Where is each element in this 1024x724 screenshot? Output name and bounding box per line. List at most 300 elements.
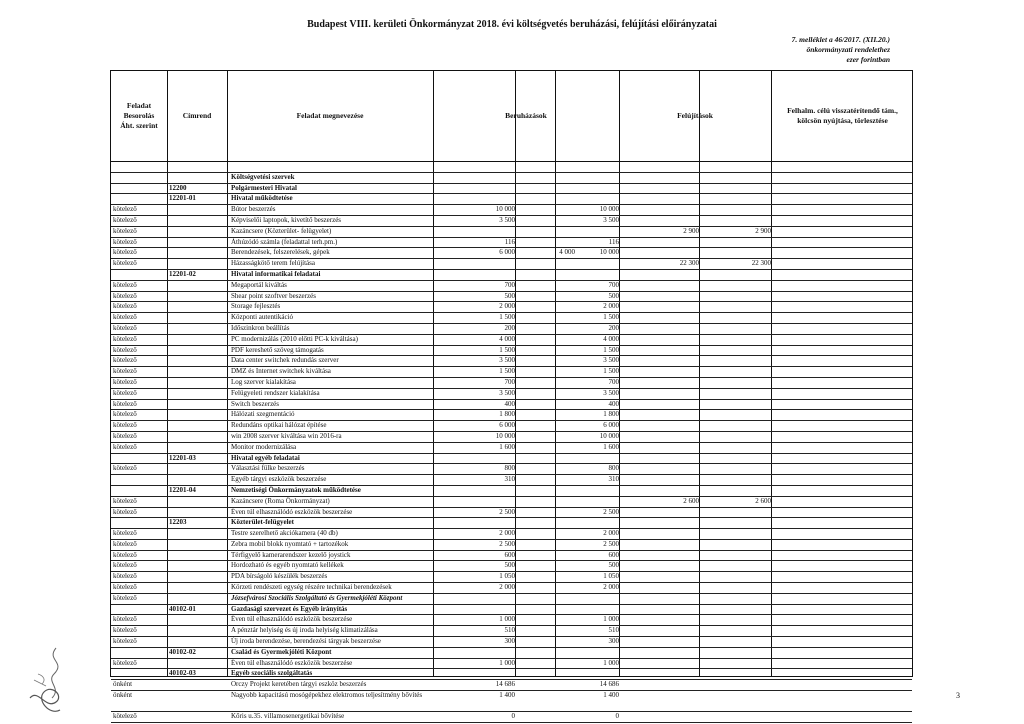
row-beruhazas-total: 500	[608, 561, 619, 570]
row-beruhazas-total	[555, 454, 619, 464]
row-beruhazas-total	[555, 486, 619, 496]
row-beruhazas-value: 6 000	[499, 248, 515, 257]
row-besorolas: kötelező	[113, 496, 137, 505]
row-cimrend	[169, 162, 225, 172]
row-beruhazas-value: 1 500	[499, 367, 515, 376]
row-beruhazas-value	[433, 486, 515, 496]
row-felujitas-total	[681, 324, 771, 334]
row-feladat-name: Körzeti rendészeti egység részére technikai berendezések	[231, 583, 392, 592]
annex-reference: 7. melléklet a 46/2017. (XII.20.)	[791, 35, 890, 44]
row-feladat-name: Nemzetiségi Önkormányzatok működtetése	[231, 485, 361, 494]
table-row	[111, 605, 912, 616]
header-felujitasok: Felújítások	[677, 111, 713, 120]
row-beruhazas-total: 10 000	[599, 248, 619, 257]
row-beruhazas-total	[555, 669, 619, 679]
row-besorolas	[113, 486, 165, 496]
row-beruhazas-total: 2 000	[603, 529, 619, 538]
row-beruhazas-value: 500	[504, 561, 515, 570]
table-row	[111, 216, 912, 227]
header-felhalm	[771, 71, 914, 161]
row-feladat-name: Kazáncsere (Közterület- felügyelet)	[231, 226, 332, 235]
row-felujitas-total	[681, 518, 771, 528]
row-felujitas-value: 22 300	[679, 259, 699, 268]
page-number: 3	[956, 691, 960, 700]
table-row	[111, 292, 912, 303]
row-beruhazas-total	[555, 184, 619, 194]
table-row	[111, 378, 912, 389]
row-beruhazas-value: 1 050	[499, 572, 515, 581]
row-felujitas-total	[681, 464, 771, 474]
row-cimrend	[169, 583, 225, 593]
table-row	[111, 637, 912, 648]
row-besorolas: kötelező	[113, 248, 137, 257]
row-beruhazas-value: 700	[504, 280, 515, 289]
header-line: Áht. szerint	[120, 121, 158, 130]
row-beruhazas-total: 3 500	[603, 215, 619, 224]
row-felujitas-total	[681, 356, 771, 366]
row-beruhazas-value	[433, 162, 515, 172]
row-besorolas	[113, 194, 165, 204]
row-feladat-name: Egyéb tárgyi eszközök beszerzése	[231, 475, 327, 484]
row-felujitas-total	[681, 659, 771, 669]
row-beruhazas-value	[433, 594, 515, 604]
row-beruhazas-total: 300	[608, 637, 619, 646]
row-cimrend: 12201-01	[169, 194, 196, 203]
row-besorolas: kötelező	[113, 658, 137, 667]
row-beruhazas-total: 0	[615, 712, 619, 721]
row-felujitas-value: 2 600	[683, 496, 699, 505]
row-beruhazas-value: 1 500	[499, 345, 515, 354]
row-feladat-name: Gazdasági szervezet és Egyéb irányítás	[231, 604, 348, 613]
unit-note: ezer forintban	[846, 55, 890, 64]
row-beruhazas-total: 14 686	[599, 680, 619, 689]
table-row	[111, 454, 912, 465]
row-cimrend	[169, 378, 225, 388]
row-felujitas-total	[681, 572, 771, 582]
row-beruhazas-value: 500	[504, 291, 515, 300]
row-felujitas-total	[681, 248, 771, 258]
table-row	[111, 432, 912, 443]
row-felujitas-total	[681, 162, 771, 172]
table-row	[111, 508, 912, 519]
row-beruhazas-total: 1 800	[603, 410, 619, 419]
row-feladat-name: Data center switchek redundás szerver	[231, 356, 339, 365]
row-beruhazas-total: 4 000	[603, 334, 619, 343]
row-besorolas: kötelező	[113, 345, 137, 354]
row-beruhazas-value: 2 500	[499, 539, 515, 548]
table-row	[111, 572, 912, 583]
row-besorolas	[113, 270, 165, 280]
row-beruhazas-value: 14 686	[495, 680, 515, 689]
row-besorolas: kötelező	[113, 313, 137, 322]
table-row	[111, 443, 912, 454]
row-besorolas: kötelező	[113, 507, 137, 516]
row-feladat-name: Éven túl elhasználódó eszközök beszerzése	[231, 658, 353, 667]
row-felujitas-total: 2 900	[755, 226, 771, 235]
table-row	[111, 540, 912, 551]
row-feladat-name: Nagyobb kapacitású mosógépekhez elektromos teljesítmény bővítés	[231, 691, 423, 700]
row-besorolas: kötelező	[113, 226, 137, 235]
row-besorolas	[113, 173, 165, 183]
row-cimrend	[169, 551, 225, 561]
row-felujitas-total	[681, 605, 771, 615]
row-besorolas: kötelező	[113, 712, 137, 721]
row-feladat-name: Log szerver kialakítása	[231, 377, 296, 386]
row-beruhazas-total: 600	[608, 550, 619, 559]
row-feladat-name: PC modernizálás (2010 előtti PC-k kiváltása)	[231, 334, 358, 343]
header-beruhazasok: Beruházások	[505, 111, 547, 120]
row-felujitas-total	[681, 551, 771, 561]
row-beruhazas-total: 3 500	[603, 356, 619, 365]
table-row	[111, 227, 912, 238]
row-beruhazas-total	[555, 227, 619, 237]
row-feladat-name: Storage fejlesztés	[231, 302, 281, 311]
row-beruhazas-value: 310	[504, 475, 515, 484]
row-besorolas: kötelező	[113, 399, 137, 408]
row-felujitas-total	[681, 454, 771, 464]
handwritten-signature	[16, 640, 86, 720]
row-besorolas: kötelező	[113, 464, 137, 473]
table-row	[111, 594, 912, 605]
row-cimrend	[169, 313, 225, 323]
row-feladat-name: Hordozható és egyéb nyomtató kellékek	[231, 561, 344, 570]
row-beruhazas-total: 1 500	[603, 345, 619, 354]
row-beruhazas-total: 200	[608, 323, 619, 332]
row-felujitas-total	[681, 367, 771, 377]
table-row	[111, 184, 912, 195]
row-felujitas-total	[681, 313, 771, 323]
row-beruhazas-value: 1 000	[499, 658, 515, 667]
header-megnevezes: Feladat megnevezése	[296, 111, 364, 120]
row-beruhazas-value: 800	[504, 464, 515, 473]
row-cimrend	[169, 216, 225, 226]
table-row	[111, 410, 912, 421]
table-row	[111, 583, 912, 594]
row-beruhazas-total	[555, 173, 619, 183]
row-felujitas-total	[681, 443, 771, 453]
row-feladat-name: Központi autentikáció	[231, 313, 294, 322]
row-cimrend	[169, 443, 225, 453]
row-beruhazas-total: 6 000	[603, 421, 619, 430]
row-cimrend	[169, 680, 225, 690]
row-beruhazas-value	[433, 648, 515, 658]
row-beruhazas-total: 800	[608, 464, 619, 473]
row-feladat-name: Monitor modernizálása	[231, 442, 297, 451]
row-besorolas: kötelező	[113, 431, 137, 440]
row-cimrend	[169, 400, 225, 410]
row-cimrend	[169, 626, 225, 636]
row-feladat-name: Kőris u.35. villamosenergetikai bővítése	[231, 712, 345, 721]
row-besorolas: kötelező	[113, 205, 137, 214]
row-felujitas-total	[681, 270, 771, 280]
row-beruhazas-total	[555, 594, 619, 604]
row-felujitas-total	[681, 302, 771, 312]
table-row	[111, 324, 912, 335]
row-besorolas: kötelező	[113, 388, 137, 397]
row-beruhazas-value: 600	[504, 550, 515, 559]
row-beruhazas-value	[433, 184, 515, 194]
row-felujitas-total	[681, 637, 771, 647]
row-besorolas	[113, 648, 165, 658]
row-feladat-name: Zebra mobil blokk nyomtató + tartozékok	[231, 539, 349, 548]
row-besorolas: kötelező	[113, 421, 137, 430]
row-feladat-name: Testre szerelhető akciókamera (40 db)	[231, 529, 338, 538]
row-feladat-name: Költségvetési szervek	[231, 172, 295, 181]
row-cimrend: 40102-02	[169, 647, 196, 656]
row-beruhazas-total: 400	[608, 399, 619, 408]
row-besorolas: kötelező	[113, 367, 137, 376]
row-beruhazas-value	[433, 605, 515, 615]
table-row	[111, 648, 912, 659]
row-beruhazas-total: 700	[608, 280, 619, 289]
row-cimrend	[169, 464, 225, 474]
row-feladat-name: PDA bírságoló készülék beszerzés	[231, 572, 328, 581]
row-beruhazas-value: 3 500	[499, 356, 515, 365]
row-cimrend	[169, 691, 225, 711]
row-feladat-name: Választási fülke beszerzés	[231, 464, 305, 473]
row-beruhazas-total: 10 000	[599, 205, 619, 214]
row-feladat-name: Éven túl elhasználódó eszközök beszerzése	[231, 507, 353, 516]
row-cimrend	[169, 238, 225, 248]
row-feladat-name: Időszinkron beállítás	[231, 323, 290, 332]
row-cimrend	[169, 712, 225, 722]
table-row	[111, 497, 912, 508]
table-row	[111, 475, 912, 486]
row-beruhazas-total: 1 600	[603, 442, 619, 451]
row-beruhazas-total: 2 000	[603, 583, 619, 592]
row-besorolas	[113, 669, 165, 679]
row-beruhazas-total: 116	[608, 237, 619, 246]
row-beruhazas-value: 2 000	[499, 302, 515, 311]
table-row	[111, 346, 912, 357]
table-row	[111, 615, 912, 626]
row-beruhazas-total: 510	[608, 626, 619, 635]
row-besorolas: kötelező	[113, 291, 137, 300]
row-beruhazas-value	[433, 518, 515, 528]
row-beruhazas-total: 1 050	[603, 572, 619, 581]
row-beruhazas-total: 10 000	[599, 431, 619, 440]
row-beruhazas-value: 400	[504, 399, 515, 408]
row-felujitas-total	[681, 583, 771, 593]
row-felujitas-total	[681, 508, 771, 518]
table-row	[111, 400, 912, 411]
row-beruhazas-value	[433, 194, 515, 204]
row-beruhazas-value: 1 600	[499, 442, 515, 451]
row-cimrend	[169, 497, 225, 507]
row-feladat-name: Redundáns optikai hálózat építése	[231, 421, 327, 430]
row-cimrend	[169, 432, 225, 442]
row-beruhazas-total: 2 500	[603, 539, 619, 548]
row-cimrend	[169, 594, 225, 604]
table-row	[111, 680, 912, 691]
table-row	[111, 313, 912, 324]
row-feladat-name: win 2008 szerver kiváltása win 2016-ra	[231, 431, 342, 440]
row-beruhazas-total: 1 500	[603, 313, 619, 322]
row-felujitas-total	[681, 529, 771, 539]
row-cimrend: 12201-04	[169, 485, 196, 494]
row-feladat-name: Józsefvárosi Szociális Szolgáltató és Gyermekjóléti Központ	[231, 593, 403, 602]
table-row	[111, 356, 912, 367]
row-feladat-name: Térfigyelő kamerarendszer kezelő joystick	[231, 550, 351, 559]
row-felujitas-total	[681, 216, 771, 226]
row-beruhazas-total	[555, 270, 619, 280]
row-felujitas-total	[681, 421, 771, 431]
table-row	[111, 389, 912, 400]
row-cimrend	[169, 281, 225, 291]
row-besorolas: kötelező	[113, 410, 137, 419]
row-beruhazas-total: 310	[608, 475, 619, 484]
row-beruhazas-value: 510	[504, 626, 515, 635]
row-beruhazas-total: 2 000	[603, 302, 619, 311]
row-beruhazas-value: 2 000	[499, 583, 515, 592]
row-felujitas-total	[681, 292, 771, 302]
row-feladat-name: Polgármesteri Hivatal	[231, 183, 297, 192]
row-cimrend	[169, 508, 225, 518]
row-cimrend	[169, 421, 225, 431]
row-beruhazas-value	[433, 497, 515, 507]
row-beruhazas-total: 700	[608, 377, 619, 386]
row-cimrend	[169, 561, 225, 571]
table-row	[111, 335, 912, 346]
row-besorolas: kötelező	[113, 583, 137, 592]
row-cimrend: 12203	[169, 518, 187, 527]
table-body	[111, 162, 912, 723]
row-besorolas: kötelező	[113, 215, 137, 224]
row-beruhazas-total	[555, 162, 619, 172]
row-felujitas-total	[681, 238, 771, 248]
row-beruhazas-value: 2 000	[499, 529, 515, 538]
table-row	[111, 248, 912, 259]
row-cimrend	[169, 227, 225, 237]
table-row	[111, 302, 912, 313]
row-beruhazas-total: 1 500	[603, 367, 619, 376]
row-feladat-name: Család és Gyermekjóléti Központ	[231, 647, 332, 656]
row-besorolas: kötelező	[113, 280, 137, 289]
row-beruhazas-total	[555, 518, 619, 528]
row-besorolas: kötelező	[113, 323, 137, 332]
row-felujitas-total	[681, 540, 771, 550]
row-felujitas-total	[681, 615, 771, 625]
table-row	[111, 464, 912, 475]
row-cimrend: 12201-02	[169, 269, 196, 278]
row-felujitas-total	[681, 194, 771, 204]
table-row	[111, 518, 912, 529]
row-cimrend: 12201-03	[169, 453, 196, 462]
row-feladat-name: Berendezések, felszerelések, gépek	[231, 248, 330, 257]
table-row	[111, 669, 912, 680]
row-besorolas: kötelező	[113, 356, 137, 365]
row-beruhazas-value: 1 800	[499, 410, 515, 419]
row-besorolas: kötelező	[113, 302, 137, 311]
row-felujitas-total	[681, 400, 771, 410]
row-beruhazas-total: 1 000	[603, 658, 619, 667]
row-feladat-name: Felügyeleti rendszer kialakítása	[231, 388, 320, 397]
row-cimrend	[169, 173, 225, 183]
row-besorolas: önként	[113, 680, 133, 689]
row-besorolas	[113, 605, 165, 615]
header-line: kölcsön nyújtása, törlesztése	[797, 116, 888, 125]
row-feladat-name: Orczy Projekt keretében tárgyi eszköz beszerzés	[231, 680, 367, 689]
row-beruhazas-value	[433, 227, 515, 237]
table-row	[111, 561, 912, 572]
row-beruhazas-value	[433, 173, 515, 183]
row-cimrend	[169, 615, 225, 625]
row-felujitas-total	[681, 561, 771, 571]
table-row	[111, 281, 912, 292]
table-row	[111, 238, 912, 249]
row-feladat-name: Áthúzódó számla (feladattal terh.pm.)	[231, 237, 338, 246]
page-title: Budapest VIII. kerületi Önkormányzat 2018. évi költségvetés beruházási, felújítási előirányzatai	[307, 19, 717, 30]
row-beruhazas-total: 1 000	[603, 615, 619, 624]
row-feladat-name: Éven túl elhasználódó eszközök beszerzése	[231, 615, 353, 624]
row-besorolas: kötelező	[113, 572, 137, 581]
row-felujitas-total	[681, 475, 771, 485]
row-besorolas: kötelező	[113, 237, 137, 246]
row-besorolas: kötelező	[113, 593, 137, 602]
row-besorolas: kötelező	[113, 561, 137, 570]
row-besorolas	[113, 518, 165, 528]
row-felujitas-total	[681, 184, 771, 194]
row-cimrend	[169, 367, 225, 377]
row-cimrend	[169, 205, 225, 215]
header-line: Felhalm. célú visszatérítendő tám.,	[787, 106, 898, 115]
row-feladat-name: DMZ és Internet switchek kiváltása	[231, 367, 331, 376]
row-beruhazas-value: 10 000	[495, 205, 515, 214]
row-feladat-name: Hálózati szegmentáció	[231, 410, 295, 419]
row-cimrend	[169, 259, 225, 269]
row-cimrend	[169, 572, 225, 582]
row-felujitas-total	[681, 173, 771, 183]
row-felujitas-total: 22 300	[751, 259, 771, 268]
row-besorolas: kötelező	[113, 334, 137, 343]
row-beruhazas-value	[433, 669, 515, 679]
row-beruhazas-value: 116	[504, 237, 515, 246]
row-feladat-name: Kazáncsere (Roma Önkormányzat)	[231, 496, 330, 505]
table-row	[111, 259, 912, 270]
row-cimrend	[169, 302, 225, 312]
row-cimrend	[169, 335, 225, 345]
row-feladat-name: Házasságkötő terem felújítása	[231, 259, 315, 268]
row-beruhazas-value: 700	[504, 377, 515, 386]
row-beruhazas-total	[555, 259, 619, 269]
row-feladat-name: Egyéb szociális szolgáltatás	[231, 669, 313, 678]
row-besorolas: kötelező	[113, 539, 137, 548]
row-besorolas	[113, 454, 165, 464]
row-felujitas-total	[681, 712, 771, 722]
row-beruhazas-value: 300	[504, 637, 515, 646]
row-feladat-name: Megaportál kiváltás	[231, 280, 287, 289]
row-felujitas-total	[681, 680, 771, 690]
row-beruhazas-value	[433, 259, 515, 269]
row-beruhazas-total: 3 500	[603, 388, 619, 397]
row-beruhazas-value: 200	[504, 323, 515, 332]
row-felujitas-total	[681, 432, 771, 442]
row-beruhazas-total: 2 500	[603, 507, 619, 516]
row-cimrend	[169, 292, 225, 302]
row-cimrend: 40102-03	[169, 669, 196, 678]
row-beruhazas-total: 500	[608, 291, 619, 300]
row-beruhazas-value: 3 500	[499, 388, 515, 397]
row-besorolas: kötelező	[113, 259, 137, 268]
row-cimrend	[169, 529, 225, 539]
header-line: Besorolás	[123, 111, 155, 120]
row-cimrend	[169, 475, 225, 485]
row-feladat-name: A pénztár helyiség és új iroda helyiség klimatizálása	[231, 626, 378, 635]
row-besorolas: kötelező	[113, 442, 137, 451]
row-beruhazas-value: 1 400	[499, 691, 515, 700]
row-beruhazas-value: 3 500	[499, 215, 515, 224]
row-cimrend	[169, 637, 225, 647]
